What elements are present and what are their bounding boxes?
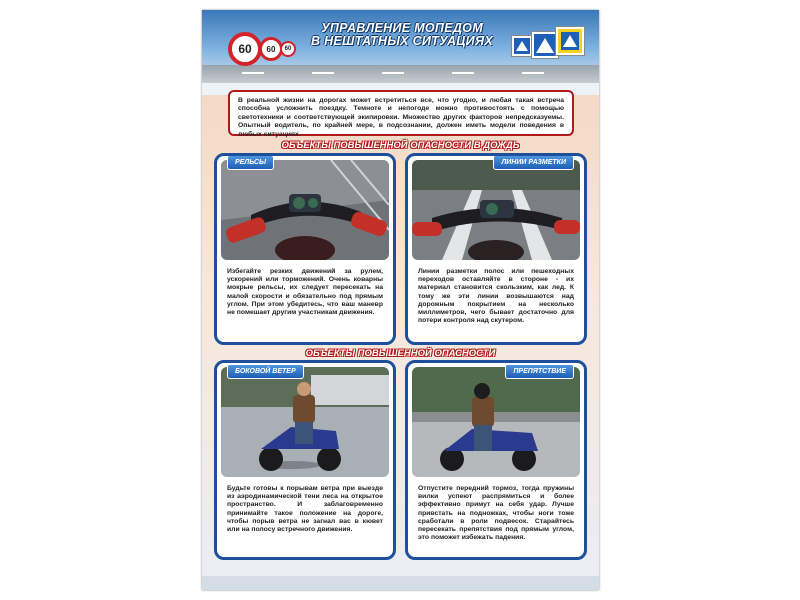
section-title-hazards: ОБЪЕКТЫ ПОВЫШЕННОЙ ОПАСНОСТИ <box>305 348 496 359</box>
road-marking <box>242 72 264 74</box>
card-text-road-markings: Линии разметки полос или пешеходных переходов оставляйте в стороне - их материал становится скользким, как лед. К тому же эти линии возвышаются над дорожным покрытием на несколько миллиметров, чего бывает достаточно для потери контроля над скутером. <box>418 268 574 325</box>
poster <box>202 10 599 590</box>
card-text-crosswind: Будьте готовы к порывам ветра при выезде из аэродинамической тени леса на открытое пространство. И заблаговременно принимайте такое положение на дороге, чтобы порыв ветра не загнал вас в кювет или на полосу встречного движения. <box>227 485 383 534</box>
card-label-rails: РЕЛЬСЫ <box>227 155 274 170</box>
road-marking <box>382 72 404 74</box>
card-text-obstacle: Отпустите передний тормоз, тогда пружины вилки успеют распрямиться и более эффективно примут на себя удар. Лучше привстать на подножках, чтобы ноги тоже сработали в роли подвесок. Старайтесь пересекать препятствия под прямым углом, это поможет избежать падения. <box>418 485 574 542</box>
speed-limit-sign-icon: 60 <box>280 41 296 57</box>
card-crosswind <box>214 360 396 560</box>
speed-limit-sign-icon: 60 <box>228 32 262 66</box>
pedestrian-crossing-sign-icon <box>532 32 558 58</box>
card-obstacle <box>405 360 587 560</box>
intro-text: В реальной жизни на дорогах может встретиться все, что угодно, и любая такая встреча способна усложнить поездку. Темноте и непогоде можно противостоять с помощью светотехники и соответствующей экипировки. Множество других факторов непредсказуемы. Опытный водитель, по крайней мере, в подсознании, должен иметь модели поведения в любых ситуациях. <box>228 90 574 136</box>
photo-obstacle <box>412 367 580 477</box>
poster-header <box>202 10 599 80</box>
card-label-crosswind: БОКОВОЙ ВЕТЕР <box>227 364 304 379</box>
card-rails <box>214 153 396 345</box>
photo-crosswind <box>221 367 389 477</box>
card-text-rails: Избегайте резких движений за рулем, ускорений или торможений. Очень коварны мокрые рельсы, их следует пересекать на малой скорости и обязательно под прямым углом. При этом убедитесь, что ваш маневр не помешает другим участникам движения. <box>227 268 383 317</box>
poster-title: УПРАВЛЕНИЕ МОПЕДОМ В НЕШТАТНЫХ СИТУАЦИЯХ <box>310 21 494 48</box>
photo-rails <box>221 160 389 260</box>
card-label-road-markings: ЛИНИИ РАЗМЕТКИ <box>493 155 574 170</box>
section-title-rain: ОБЪЕКТЫ ПОВЫШЕННОЙ ОПАСНОСТИ В ДОЖДЬ <box>281 140 520 151</box>
speed-limit-sign-icon: 60 <box>259 37 283 61</box>
card-road-markings <box>405 153 587 345</box>
road-strip <box>202 65 599 83</box>
road-marking <box>452 72 474 74</box>
road-marking <box>312 72 334 74</box>
pedestrian-crossing-sign-icon <box>512 36 532 56</box>
road-marking <box>522 72 544 74</box>
photo-road-markings <box>412 160 580 260</box>
poster-footer <box>202 576 599 590</box>
card-label-obstacle: ПРЕПЯТСТВИЕ <box>505 364 574 379</box>
pedestrian-crossing-sign-icon <box>556 27 584 55</box>
